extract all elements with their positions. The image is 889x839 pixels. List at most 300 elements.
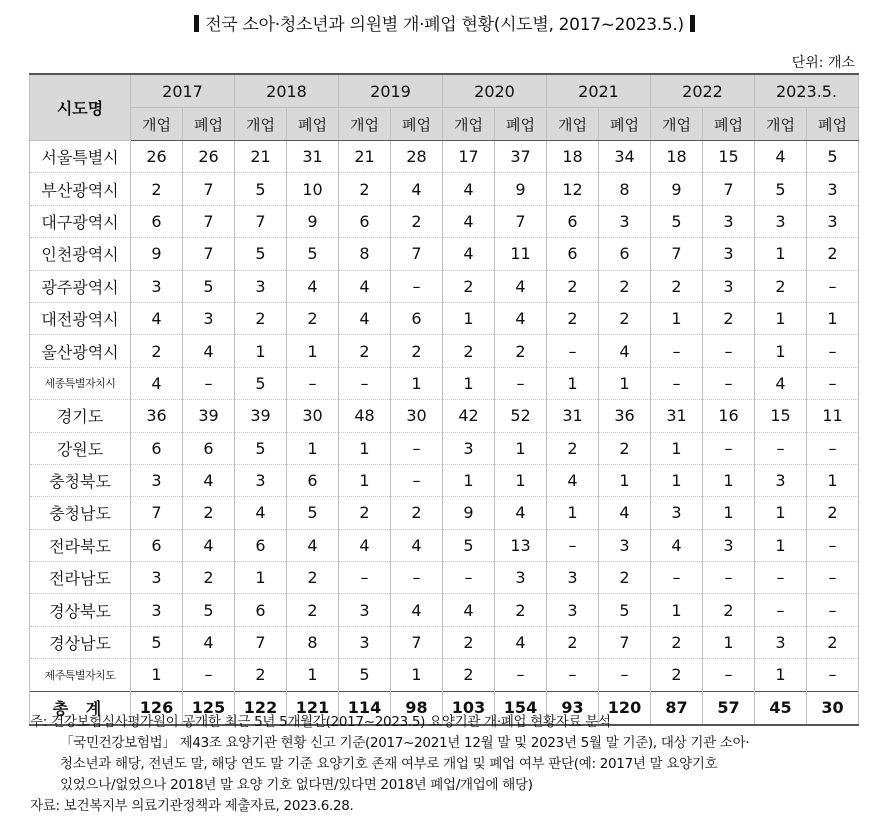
region-name: 전라남도 <box>30 562 131 594</box>
title-left-bar <box>194 15 199 32</box>
count-cell: – <box>339 367 391 399</box>
table-row <box>30 659 859 691</box>
count-cell: 4 <box>495 270 547 302</box>
count-cell: – <box>703 367 755 399</box>
count-cell: 3 <box>755 464 807 496</box>
count-cell: 6 <box>235 594 287 626</box>
count-cell: 4 <box>287 270 339 302</box>
count-cell: – <box>651 335 703 367</box>
year-header-row <box>30 74 859 108</box>
count-cell: 37 <box>495 141 547 173</box>
count-cell: 3 <box>755 626 807 658</box>
count-cell: 4 <box>443 238 495 270</box>
clinic-open-close-table <box>29 73 859 726</box>
count-cell: – <box>495 659 547 691</box>
count-cell: 2 <box>495 335 547 367</box>
count-cell: 2 <box>547 270 599 302</box>
count-cell: 7 <box>391 626 443 658</box>
count-cell: 2 <box>651 626 703 658</box>
count-cell: 1 <box>651 594 703 626</box>
table-body <box>30 141 859 692</box>
count-cell: 6 <box>547 238 599 270</box>
open-count-header: 개업 <box>755 108 807 141</box>
count-cell: 2 <box>131 335 183 367</box>
count-cell: 42 <box>443 400 495 432</box>
count-cell: 4 <box>547 464 599 496</box>
count-cell: 26 <box>131 141 183 173</box>
count-cell: 6 <box>235 529 287 561</box>
count-cell: 48 <box>339 400 391 432</box>
region-name: 제주특별자치도 <box>30 659 131 691</box>
count-cell: 6 <box>391 302 443 334</box>
region-name: 충청남도 <box>30 497 131 529</box>
count-cell: 1 <box>755 497 807 529</box>
count-cell: 1 <box>807 464 859 496</box>
region-name: 경상남도 <box>30 626 131 658</box>
note-line: 있었으나/없었으나 2018년 말 요양 기호 없다면/있다면 2018년 폐업/개업에 해당) <box>60 777 533 793</box>
region-name: 부산광역시 <box>30 173 131 205</box>
count-cell: 4 <box>339 270 391 302</box>
count-cell: – <box>703 335 755 367</box>
count-cell: 4 <box>131 367 183 399</box>
count-cell: – <box>443 562 495 594</box>
count-cell: – <box>391 270 443 302</box>
count-cell: 5 <box>287 497 339 529</box>
table-row <box>30 367 859 399</box>
note-line: 주: 건강보험심사평가원이 공개한 최근 5년 5개월간(2017~2023.5) 요양기관 개·폐업 현황자료 분석 <box>30 714 611 730</box>
title-text: 전국 소아·청소년과 의원별 개·폐업 현황(시도별, 2017~2023.5.) <box>205 15 684 35</box>
count-cell: 8 <box>599 173 651 205</box>
source-line: 자료: 보건복지부 의료기관정책과 제출자료, 2023.6.28. <box>30 798 354 814</box>
count-cell: 5 <box>235 238 287 270</box>
region-name: 세종특별자치시 <box>30 367 131 399</box>
count-cell: 5 <box>599 594 651 626</box>
region-name: 경기도 <box>30 400 131 432</box>
table-row <box>30 529 859 561</box>
count-cell: – <box>651 367 703 399</box>
region-name: 전라북도 <box>30 529 131 561</box>
close-count-header: 폐업 <box>287 108 339 141</box>
count-cell: – <box>755 432 807 464</box>
count-cell: 1 <box>547 367 599 399</box>
table-row <box>30 302 859 334</box>
count-cell: 1 <box>703 464 755 496</box>
table-row <box>30 205 859 237</box>
count-cell: 2 <box>443 659 495 691</box>
total-cell: 30 <box>807 691 859 725</box>
close-count-header: 폐업 <box>703 108 755 141</box>
count-cell: 2 <box>339 335 391 367</box>
count-cell: 4 <box>755 141 807 173</box>
count-cell: 4 <box>599 335 651 367</box>
table-row <box>30 238 859 270</box>
count-cell: 5 <box>755 173 807 205</box>
count-cell: 5 <box>235 173 287 205</box>
count-cell: – <box>703 562 755 594</box>
sub-header-row <box>30 108 859 141</box>
count-cell: 1 <box>131 659 183 691</box>
total-cell: 154 <box>495 691 547 725</box>
count-cell: 1 <box>703 497 755 529</box>
count-cell: – <box>339 562 391 594</box>
count-cell: 2 <box>547 302 599 334</box>
open-count-header: 개업 <box>339 108 391 141</box>
total-cell: 87 <box>651 691 703 725</box>
count-cell: 2 <box>391 497 443 529</box>
total-cell: 93 <box>547 691 599 725</box>
count-cell: 21 <box>339 141 391 173</box>
count-cell: 1 <box>339 432 391 464</box>
count-cell: 3 <box>547 562 599 594</box>
table-row <box>30 173 859 205</box>
count-cell: – <box>807 529 859 561</box>
count-cell: – <box>599 659 651 691</box>
count-cell: 1 <box>547 497 599 529</box>
count-cell: 1 <box>755 335 807 367</box>
count-cell: 2 <box>807 238 859 270</box>
title-right-bar <box>690 15 695 32</box>
count-cell: 4 <box>443 594 495 626</box>
count-cell: 15 <box>703 141 755 173</box>
count-cell: 2 <box>443 270 495 302</box>
count-cell: – <box>547 659 599 691</box>
total-cell: 98 <box>391 691 443 725</box>
count-cell: 4 <box>183 335 235 367</box>
count-cell: 2 <box>807 626 859 658</box>
count-cell: 9 <box>287 205 339 237</box>
count-cell: 4 <box>235 497 287 529</box>
region-name: 인천광역시 <box>30 238 131 270</box>
count-cell: 2 <box>235 302 287 334</box>
count-cell: 6 <box>131 432 183 464</box>
count-cell: 21 <box>235 141 287 173</box>
count-cell: – <box>755 594 807 626</box>
count-cell: 2 <box>287 594 339 626</box>
count-cell: 3 <box>703 529 755 561</box>
open-count-header: 개업 <box>651 108 703 141</box>
count-cell: 3 <box>807 205 859 237</box>
count-cell: 7 <box>183 173 235 205</box>
count-cell: 9 <box>443 497 495 529</box>
count-cell: 1 <box>339 464 391 496</box>
count-cell: 3 <box>599 529 651 561</box>
table-row <box>30 562 859 594</box>
count-cell: 3 <box>703 205 755 237</box>
count-cell: 1 <box>391 659 443 691</box>
region-name: 광주광역시 <box>30 270 131 302</box>
total-label: 총 계 <box>30 691 131 725</box>
table-row <box>30 270 859 302</box>
count-cell: 3 <box>131 270 183 302</box>
count-cell: – <box>391 562 443 594</box>
count-cell: 4 <box>443 205 495 237</box>
count-cell: 7 <box>183 205 235 237</box>
count-cell: 8 <box>287 626 339 658</box>
year-header: 2021 <box>547 74 651 108</box>
count-cell: 7 <box>495 205 547 237</box>
count-cell: 1 <box>443 302 495 334</box>
open-count-header: 개업 <box>547 108 599 141</box>
count-cell: 2 <box>443 626 495 658</box>
count-cell: 4 <box>495 626 547 658</box>
count-cell: 12 <box>547 173 599 205</box>
count-cell: 2 <box>287 302 339 334</box>
count-cell: 4 <box>755 367 807 399</box>
count-cell: 30 <box>391 400 443 432</box>
close-count-header: 폐업 <box>599 108 651 141</box>
region-name: 대전광역시 <box>30 302 131 334</box>
count-cell: 7 <box>703 173 755 205</box>
count-cell: 2 <box>131 173 183 205</box>
count-cell: 5 <box>183 270 235 302</box>
table-header <box>30 74 859 141</box>
count-cell: 9 <box>131 238 183 270</box>
year-header: 2023.5. <box>755 74 859 108</box>
count-cell: 4 <box>651 529 703 561</box>
count-cell: 5 <box>131 626 183 658</box>
count-cell: 2 <box>599 302 651 334</box>
count-cell: 5 <box>287 238 339 270</box>
count-cell: 30 <box>287 400 339 432</box>
count-cell: 6 <box>131 205 183 237</box>
count-cell: 3 <box>755 205 807 237</box>
count-cell: 31 <box>547 400 599 432</box>
count-cell: 2 <box>599 270 651 302</box>
count-cell: 3 <box>235 270 287 302</box>
count-cell: 6 <box>339 205 391 237</box>
count-cell: 2 <box>339 173 391 205</box>
count-cell: 7 <box>391 238 443 270</box>
count-cell: 3 <box>547 594 599 626</box>
count-cell: 2 <box>599 562 651 594</box>
count-cell: 52 <box>495 400 547 432</box>
count-cell: 3 <box>131 464 183 496</box>
region-name: 울산광역시 <box>30 335 131 367</box>
count-cell: 2 <box>651 659 703 691</box>
count-cell: 31 <box>287 141 339 173</box>
count-cell: 3 <box>807 173 859 205</box>
count-cell: – <box>391 432 443 464</box>
count-cell: 1 <box>287 432 339 464</box>
year-header: 2019 <box>339 74 443 108</box>
count-cell: 6 <box>131 529 183 561</box>
count-cell: 6 <box>547 205 599 237</box>
count-cell: 3 <box>339 594 391 626</box>
count-cell: 1 <box>703 626 755 658</box>
count-cell: 26 <box>183 141 235 173</box>
count-cell: 5 <box>339 659 391 691</box>
count-cell: 2 <box>703 594 755 626</box>
count-cell: 16 <box>703 400 755 432</box>
table-row <box>30 400 859 432</box>
count-cell: 2 <box>339 497 391 529</box>
count-cell: – <box>183 659 235 691</box>
count-cell: 3 <box>235 464 287 496</box>
count-cell: – <box>547 529 599 561</box>
count-cell: 1 <box>443 367 495 399</box>
close-count-header: 폐업 <box>183 108 235 141</box>
count-cell: 1 <box>495 464 547 496</box>
count-cell: 2 <box>547 626 599 658</box>
count-cell: – <box>807 270 859 302</box>
count-cell: 2 <box>287 562 339 594</box>
count-cell: 1 <box>755 238 807 270</box>
count-cell: 3 <box>131 562 183 594</box>
count-cell: – <box>807 562 859 594</box>
year-header: 2020 <box>443 74 547 108</box>
count-cell: 2 <box>183 497 235 529</box>
count-cell: 5 <box>183 594 235 626</box>
count-cell: 6 <box>599 238 651 270</box>
count-cell: 39 <box>235 400 287 432</box>
count-cell: – <box>287 367 339 399</box>
count-cell: 3 <box>651 497 703 529</box>
count-cell: 4 <box>183 529 235 561</box>
total-cell: 120 <box>599 691 651 725</box>
count-cell: 36 <box>599 400 651 432</box>
table-row <box>30 464 859 496</box>
count-cell: 8 <box>339 238 391 270</box>
region-column-header: 시도명 <box>30 74 131 141</box>
count-cell: 1 <box>287 659 339 691</box>
count-cell: 1 <box>755 302 807 334</box>
year-header: 2022 <box>651 74 755 108</box>
table-row <box>30 432 859 464</box>
count-cell: 5 <box>443 529 495 561</box>
count-cell: 6 <box>183 432 235 464</box>
count-cell: 2 <box>235 659 287 691</box>
year-header: 2018 <box>235 74 339 108</box>
count-cell: 3 <box>703 270 755 302</box>
count-cell: 11 <box>495 238 547 270</box>
region-name: 강원도 <box>30 432 131 464</box>
count-cell: 5 <box>235 432 287 464</box>
count-cell: 1 <box>807 302 859 334</box>
count-cell: 13 <box>495 529 547 561</box>
count-cell: 4 <box>183 626 235 658</box>
count-cell: 1 <box>495 432 547 464</box>
count-cell: 10 <box>287 173 339 205</box>
count-cell: 39 <box>183 400 235 432</box>
close-count-header: 폐업 <box>495 108 547 141</box>
total-cell: 121 <box>287 691 339 725</box>
count-cell: 15 <box>755 400 807 432</box>
count-cell: 17 <box>443 141 495 173</box>
count-cell: 4 <box>391 594 443 626</box>
note-line: 청소년과 해당, 전년도 말, 해당 연도 말 기준 요양기호 존재 여부로 개업 및 폐업 여부 판단(예: 2017년 말 요양기호 <box>60 756 718 772</box>
count-cell: – <box>807 659 859 691</box>
count-cell: 3 <box>703 238 755 270</box>
count-cell: – <box>807 594 859 626</box>
count-cell: 4 <box>183 464 235 496</box>
count-cell: 7 <box>235 205 287 237</box>
region-name: 서울특별시 <box>30 141 131 173</box>
count-cell: 5 <box>235 367 287 399</box>
count-cell: – <box>183 367 235 399</box>
region-name: 대구광역시 <box>30 205 131 237</box>
table-row <box>30 497 859 529</box>
count-cell: 1 <box>599 367 651 399</box>
count-cell: 5 <box>807 141 859 173</box>
count-cell: 18 <box>651 141 703 173</box>
count-cell: – <box>755 562 807 594</box>
total-cell: 45 <box>755 691 807 725</box>
count-cell: 1 <box>755 529 807 561</box>
report-title <box>0 10 889 35</box>
count-cell: 31 <box>651 400 703 432</box>
total-cell: 125 <box>183 691 235 725</box>
notes-section <box>30 712 870 817</box>
count-cell: 9 <box>651 173 703 205</box>
count-cell: 3 <box>183 302 235 334</box>
count-cell: 2 <box>391 335 443 367</box>
count-cell: – <box>495 367 547 399</box>
count-cell: 1 <box>755 659 807 691</box>
count-cell: 2 <box>703 302 755 334</box>
count-cell: 2 <box>651 270 703 302</box>
count-cell: 1 <box>287 335 339 367</box>
count-cell: 5 <box>651 205 703 237</box>
count-cell: 1 <box>651 302 703 334</box>
count-cell: 4 <box>495 302 547 334</box>
count-cell: 1 <box>235 335 287 367</box>
count-cell: 2 <box>495 594 547 626</box>
count-cell: 1 <box>651 464 703 496</box>
count-cell: 18 <box>547 141 599 173</box>
total-cell: 57 <box>703 691 755 725</box>
count-cell: 3 <box>339 626 391 658</box>
count-cell: 11 <box>807 400 859 432</box>
count-cell: 4 <box>495 497 547 529</box>
count-cell: 2 <box>547 432 599 464</box>
count-cell: 2 <box>755 270 807 302</box>
count-cell: 9 <box>495 173 547 205</box>
count-cell: 3 <box>131 594 183 626</box>
open-count-header: 개업 <box>131 108 183 141</box>
count-cell: 2 <box>443 335 495 367</box>
count-cell: 4 <box>339 302 391 334</box>
count-cell: – <box>391 464 443 496</box>
open-count-header: 개업 <box>235 108 287 141</box>
close-count-header: 폐업 <box>391 108 443 141</box>
count-cell: 3 <box>495 562 547 594</box>
count-cell: – <box>807 432 859 464</box>
close-count-header: 폐업 <box>807 108 859 141</box>
count-cell: 2 <box>807 497 859 529</box>
count-cell: 7 <box>651 238 703 270</box>
count-cell: 1 <box>599 464 651 496</box>
count-cell: 3 <box>443 432 495 464</box>
count-cell: 2 <box>391 205 443 237</box>
count-cell: 34 <box>599 141 651 173</box>
note-line: 「국민건강보험법」 제43조 요양기관 현황 신고 기준(2017~2021년 12월 말 및 2023년 5월 말 기준), 대상 기관 소아· <box>60 735 750 751</box>
count-cell: 7 <box>131 497 183 529</box>
table-row <box>30 626 859 658</box>
year-header: 2017 <box>131 74 235 108</box>
count-cell: 6 <box>287 464 339 496</box>
total-cell: 122 <box>235 691 287 725</box>
count-cell: 1 <box>235 562 287 594</box>
count-cell: 4 <box>391 529 443 561</box>
table-row <box>30 594 859 626</box>
count-cell: 4 <box>391 173 443 205</box>
count-cell: 4 <box>599 497 651 529</box>
count-cell: 1 <box>391 367 443 399</box>
count-cell: – <box>547 335 599 367</box>
count-cell: 7 <box>235 626 287 658</box>
open-count-header: 개업 <box>443 108 495 141</box>
region-name: 경상북도 <box>30 594 131 626</box>
